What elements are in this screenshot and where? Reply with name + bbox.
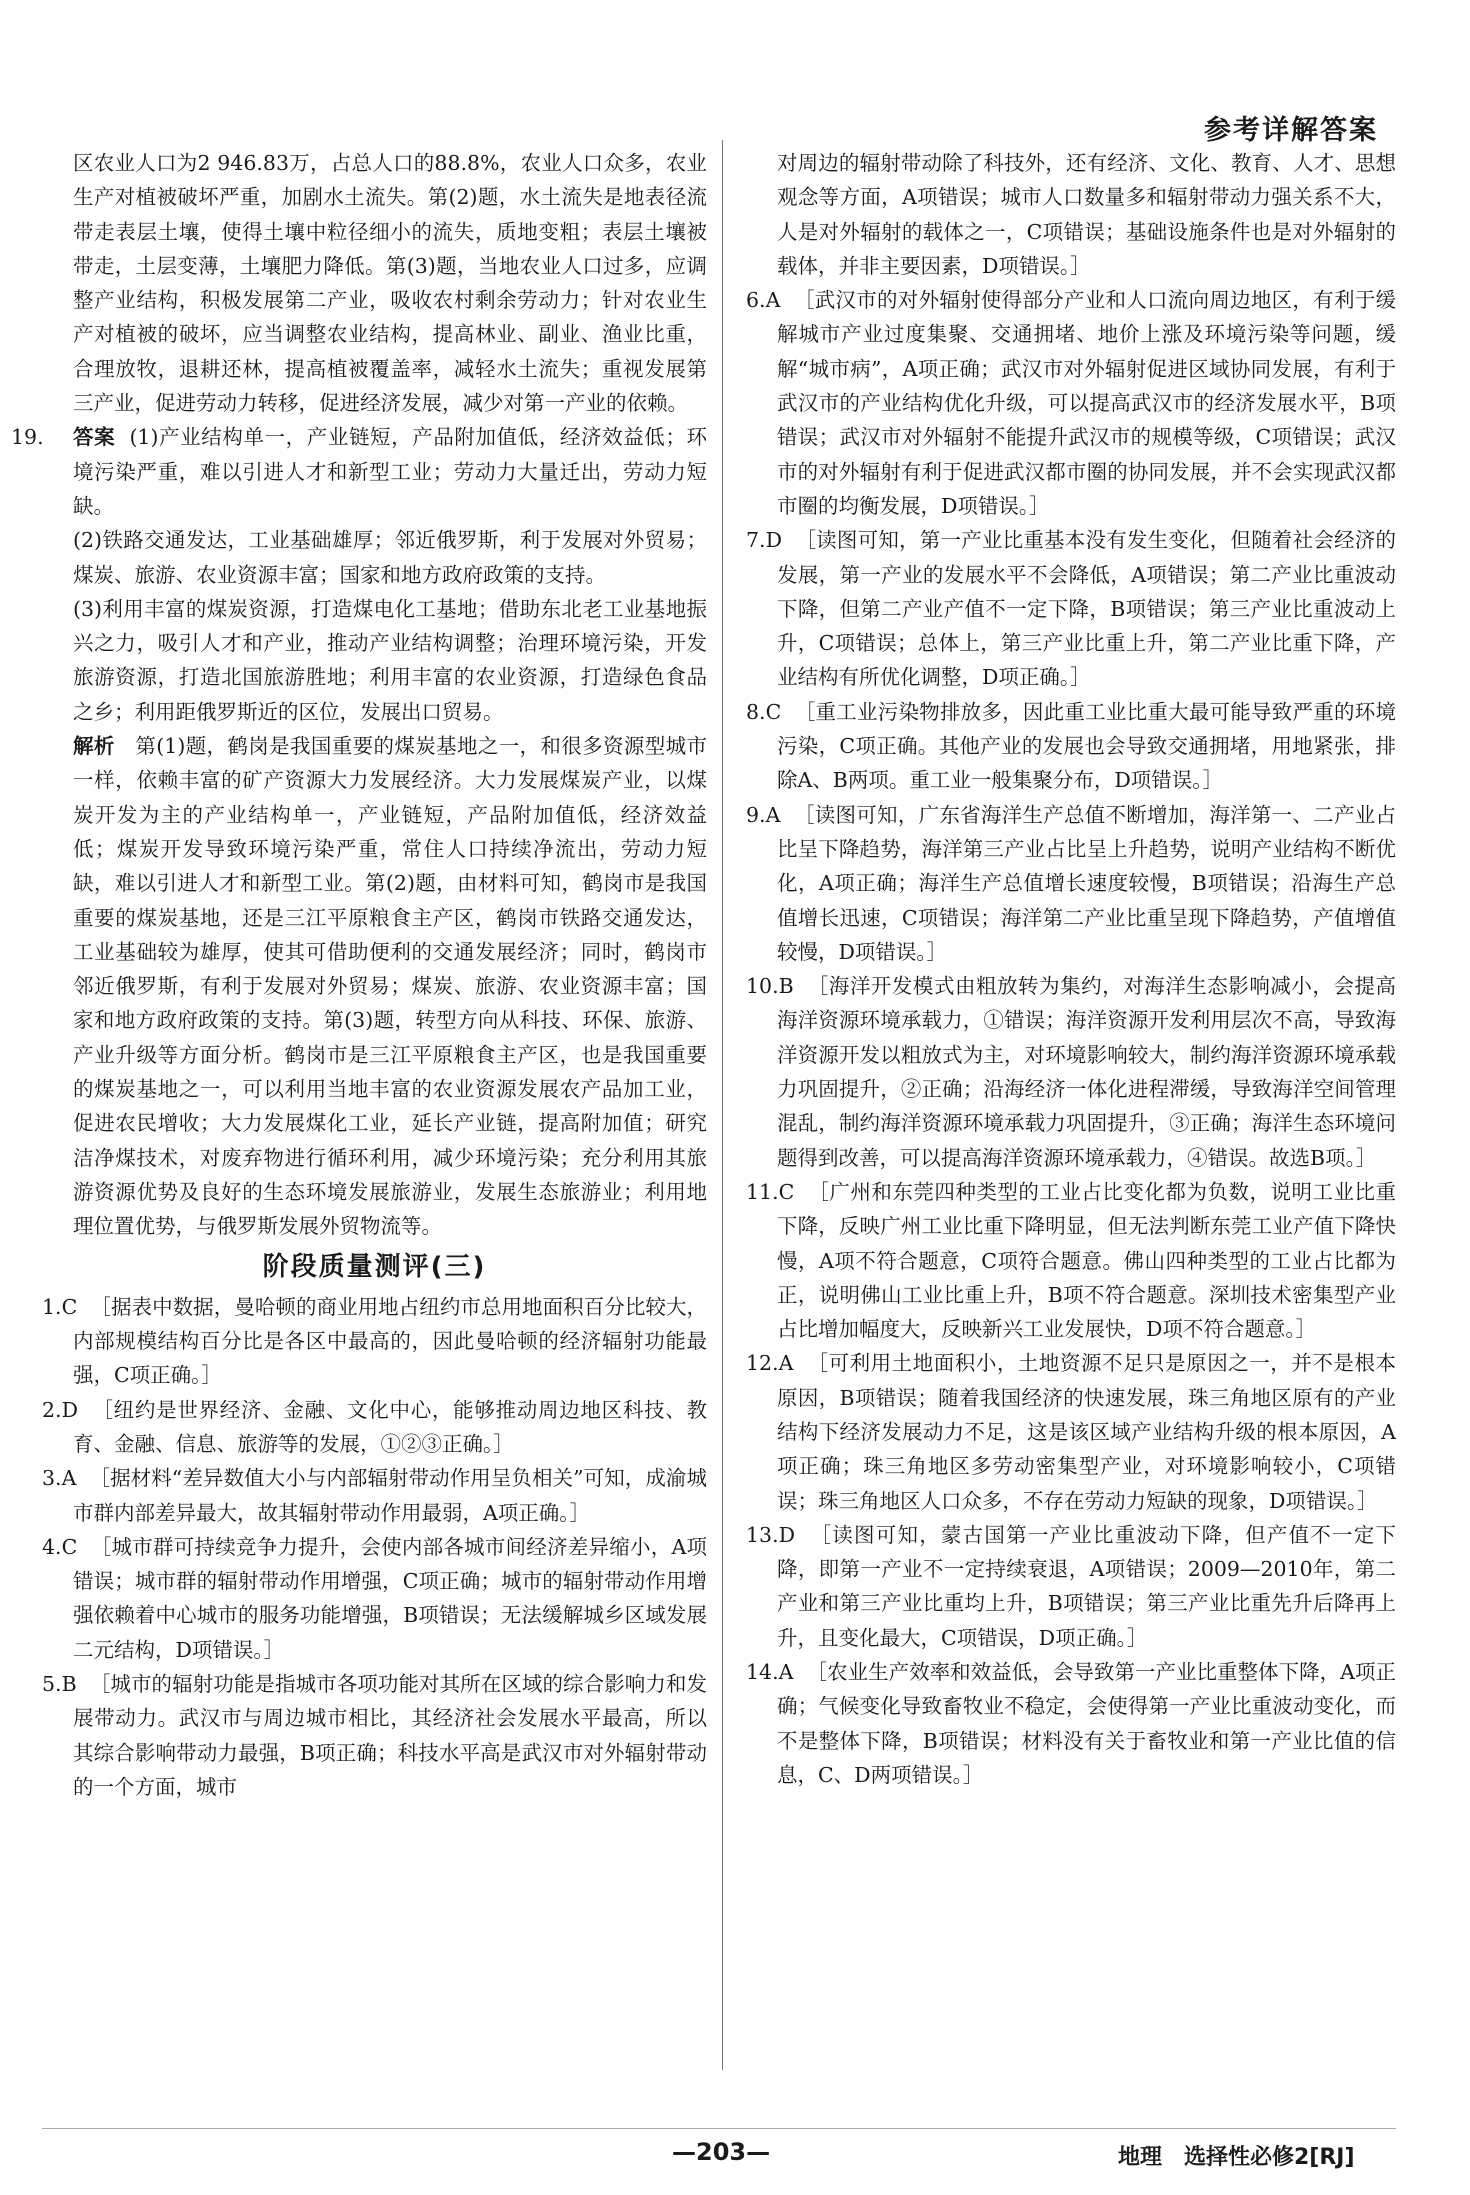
q19-number: 19. <box>11 425 44 450</box>
q19-answer-label: 答案 <box>73 425 116 450</box>
right-column <box>746 146 1396 1792</box>
page-header-title: 参考详解答案 <box>1204 115 1378 146</box>
answer-item-14: 14.A ［农业生产效率和效益低，会导致第一产业比重整体下降，A项正确；气候变化导致畜牧业不稳定，会使得第一产业比重波动变化，而不是整体下降，B项错误；材料没有关于畜牧业和第一产业比值的信息，C、D两项错误。］ <box>746 1660 1396 1787</box>
q19-block <box>11 420 707 1243</box>
q19-answer-1-text: (1)产业结构单一，产业链短，产品附加值低，经济效益低；环境污染严重，难以引进人才和新型工业；劳动力大量迁出，劳动力短缺。 <box>73 425 707 518</box>
q19-answer-3: (3)利用丰富的煤炭资源，打造煤电化工基地；借助东北老工业基地振兴之力，吸引人才和产业，推动产业结构调整；治理环境污染，开发旅游资源，打造北国旅游胜地；利用丰富的农业资源，打造绿色食品之乡；利用距俄罗斯近的区位，发展出口贸易。 <box>73 596 707 724</box>
q19-analysis-text: 第(1)题，鹤岗是我国重要的煤炭基地之一，和很多资源型城市一样，依赖丰富的矿产资源大力发展经济。大力发展煤炭产业，以煤炭开发为主的产业结构单一，产业链短，产品附加值低，经济效益低；煤炭开发导致环境污染严重，常住人口持续净流出，劳动力短缺，难以引进人才和新型工业。第(2)题，由材料可知，鹤岗市是我国重要的煤炭基地，还是三江平原粮食主产区，鹤岗市铁路交通发达，工业基础较为雄厚，使其可借助便利的交通发展经济；同时，鹤岗市邻近俄罗斯，有利于发展对外贸易；煤炭、旅游、农业资源丰富；国家和地方政府政策的支持。第(3)题，转型方向从科技、环保、旅游、产业升级等方面分析。鹤岗市是三江平原粮食主产区，也是我国重要的煤炭基地之一，可以利用当地丰富的农业资源发展农产品加工业，促进农民增收；大力发展煤化工业，延长产业链，提高附加值；研究洁净煤技术，对废弃物进行循环利用，减少环境污染；充分利用其旅游资源优势及良好的生态环境发展旅游业，发展生态旅游业；利用地理位置优势，与俄罗斯发展外贸物流等。 <box>73 734 707 1239</box>
right-answer-list <box>746 283 1396 1792</box>
answer-item-1: 1.C ［据表中数据，曼哈顿的商业用地占纽约市总用地面积百分比较大，内部规模结构百分比是各区中最高的，因此曼哈顿的经济辐射功能最强，C项正确。］ <box>42 1294 707 1388</box>
q19-answer-1 <box>73 420 707 523</box>
answer-item-6: 6.A ［武汉市的对外辐射使得部分产业和人口流向周边地区，有利于缓解城市产业过度集聚、交通拥堵、地价上涨及环境污染等问题，缓解“城市病”，A项正确；武汉市对外辐射促进区域协同发展，有利于武汉市的产业结构优化升级，可以提高武汉市的经济发展水平，B项错误；武汉市对外辐射不能提升武汉市的规模等级，C项错误；武汉市的对外辐射有利于促进武汉都市圈的协同发展，并不会实现武汉都市圈的均衡发展，D项错误。］ <box>746 288 1396 518</box>
answer-item-5: 5.B ［城市的辐射功能是指城市各项功能对其所在区域的综合影响力和发展带动力。武汉市与周边城市相比，其经济社会发展水平最高，所以其综合影响带动力最强，B项正确；科技水平高是武汉市对外辐射带动的一个方面，城市 <box>42 1672 707 1799</box>
answer-item-12: 12.A ［可利用土地面积小，土地资源不足只是原因之一，并不是根本原因，B项错误；随着我国经济的快速发展，珠三角地区原有的产业结构下经济发展动力不足，这是该区域产业结构升级的根本原因，A项正确；珠三角地区多劳动密集型产业，对环境影响较小，C项错误；珠三角地区人口众多，不存在劳动力短缺的现象，D项错误。］ <box>746 1351 1396 1513</box>
answer-item-11: 11.C ［广州和东莞四种类型的工业占比变化都为负数，说明工业比重下降，反映广州工业比重下降明显，但无法判断东莞工业产值下降快慢，A项不符合题意，C项符合题意。佛山四种类型的工业占比都为正，说明佛山工业比重上升，B项不符合题意。深圳技术密集型产业占比增加幅度大，反映新兴工业发展快，D项不符合题意。］ <box>746 1179 1396 1342</box>
answer-item-2: 2.D ［纽约是世界经济、金融、文化中心，能够推动周边地区科技、教育、金融、信息、旅游等的发展，①②③正确。］ <box>42 1397 707 1456</box>
answer-item-4: 4.C ［城市群可持续竞争力提升，会使内部各城市间经济差异缩小，A项错误；城市群的辐射带动作用增强，C项正确；城市的辐射带动作用增强依赖着中心城市的服务功能增强，B项错误；无法缓解城乡区域发展二元结构，D项错误。］ <box>42 1534 707 1662</box>
answer-item-8: 8.C ［重工业污染物排放多，因此重工业比重大最可能导致严重的环境污染，C项正确。其他产业的发展也会导致交通拥堵，用地紧张，排除A、B两项。重工业一般集聚分布，D项错误。］ <box>746 699 1396 793</box>
q19-analysis <box>73 729 707 1243</box>
section-title: 阶段质量测评(三) <box>262 1251 487 1282</box>
left-answer-list <box>42 1290 707 1804</box>
page-number: —203— <box>672 2138 771 2166</box>
q5-continued-text: 对周边的辐射带动除了科技外，还有经济、文化、教育、人才、思想观念等方面，A项错误；城市人口数量多和辐射带动力强关系不大，人是对外辐射的载体之一，C项错误；基础设施条件也是对外辐射的载体，并非主要因素，D项错误。］ <box>777 151 1396 278</box>
answer-item-13: 13.D ［读图可知，蒙古国第一产业比重波动下降，但产值不一定下降，即第一产业不一定持续衰退，A项错误；2009—2010年，第二产业和第三产业比重均上升，B项错误；第三产业比重先升后降再上升，且变化最大，C项错误，D项正确。］ <box>746 1522 1396 1650</box>
column-divider <box>722 140 723 2070</box>
answer-item-10: 10.B ［海洋开发模式由粗放转为集约，对海洋生态影响减小，会提高海洋资源环境承载力，①错误；海洋资源开发利用层次不高，导致海洋资源开发以粗放式为主，对环境影响较大，制约海洋资源环境承载力巩固提升，②正确；沿海经济一体化进程滞缓，导致海洋空间管理混乱，制约海洋资源环境承载力巩固提升，③正确；海洋生态环境问题得到改善，可以提高海洋资源环境承载力，④错误。故选B项。］ <box>746 974 1396 1170</box>
q19-answer-2: (2)铁路交通发达，工业基础雄厚；邻近俄罗斯，利于发展对外贸易；煤炭、旅游、农业资源丰富；国家和地方政府政策的支持。 <box>73 528 707 587</box>
q19-analysis-label: 解析 <box>73 734 115 759</box>
answer-item-3: 3.A ［据材料“差异数值大小与内部辐射带动作用呈负相关”可知，成渝城市群内部差异最大，故其辐射带动作用最弱，A项正确。］ <box>42 1466 707 1525</box>
footer-subject: 地理 选择性必修2[RJ] <box>1118 2145 1355 2170</box>
answer-item-7: 7.D ［读图可知，第一产业比重基本没有发生变化，但随着社会经济的发展，第一产业的发展水平不会降低，A项错误；第二产业比重波动下降，但第二产业产值不一定下降，B项错误；第三产业比重波动上升，C项错误；总体上，第三产业比重上升，第二产业比重下降，产业结构有所优化调整，D项正确。］ <box>746 528 1396 690</box>
left-column <box>11 146 707 1804</box>
footer-rule <box>42 2128 1396 2129</box>
q18-continued-text: 区农业人口为2 946.83万，占总人口的88.8%，农业人口众多，农业生产对植被破坏严重，加剧水土流失。第(2)题，水土流失是地表径流带走表层土壤，使得土壤中粒径细小的流失，质地变粗；表层土壤被带走，土层变薄，土壤肥力降低。第(3)题，当地农业人口过多，应调整产业结构，积极发展第二产业，吸收农村剩余劳动力；针对农业生产对植被的破坏，应当调整农业结构，提高林业、副业、渔业比重，合理放牧，退耕还林，提高植被覆盖率，减轻水土流失；重视发展第三产业，促进劳动力转移，促进经济发展，减少对第一产业的依赖。 <box>73 151 707 416</box>
answer-item-9: 9.A ［读图可知，广东省海洋生产总值不断增加，海洋第一、二产业占比呈下降趋势，海洋第三产业占比呈上升趋势，说明产业结构不断优化，A项正确；海洋生产总值增长速度较慢，B项错误；沿海生产总值增长迅速，C项错误；海洋第二产业比重呈现下降趋势，产值增值较慢，D项错误。］ <box>746 802 1396 964</box>
